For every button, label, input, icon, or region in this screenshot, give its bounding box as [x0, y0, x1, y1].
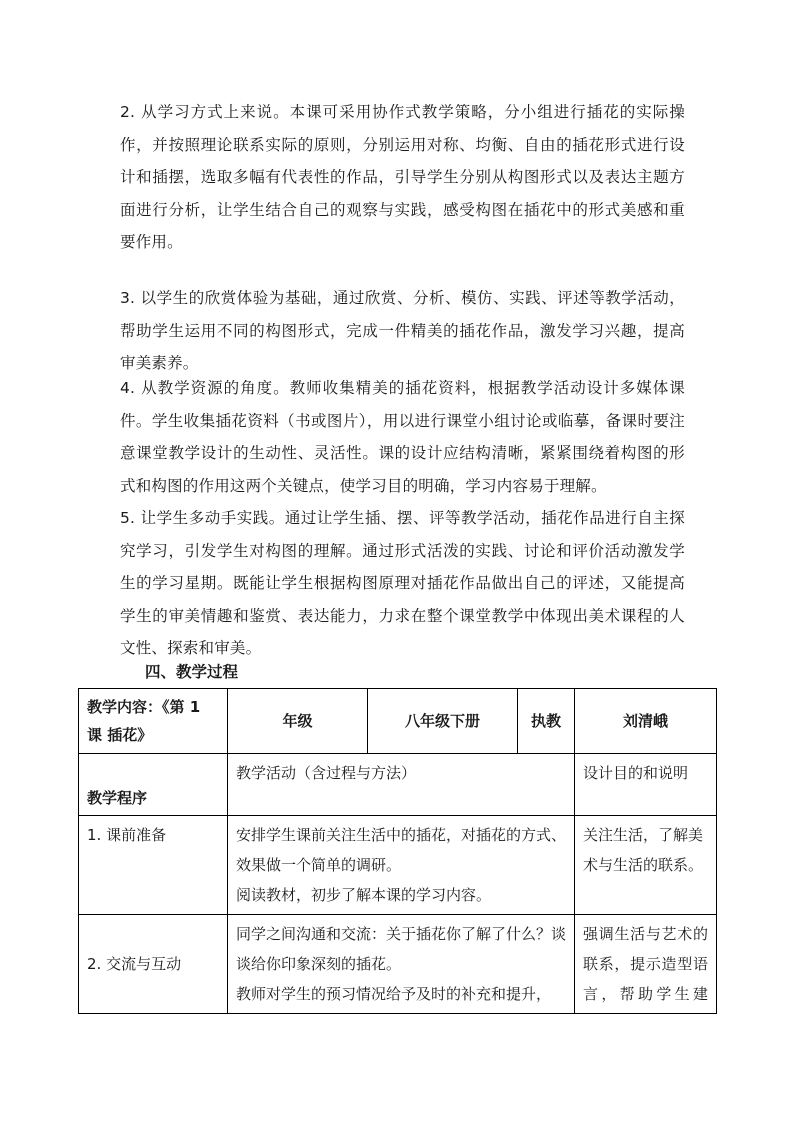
paragraph-5: 5. 让学生多动手实践。通过让学生插、摆、评等教学活动，插花作品进行自主探究学习，引发学生对构图的理解。通过形式活泼的实践、讨论和评价活动激发学生的学习星期。既能让学生根据构图原理对插花作品做出自己的评述，又能提高学生的审美情趣和鉴赏、表达能力，力求在整个课堂教学中体现出美术课程的人文性、探索和审美。 — [120, 509, 685, 657]
grade-value: 八年级下册 — [368, 689, 518, 754]
teacher-label: 执教 — [518, 689, 575, 754]
purpose-cell: 强调生活与艺术的联系，提示造型语言，帮助学生建 — [575, 915, 717, 1014]
activity-line: 阅读教材，初步了解本课的学习内容。 — [236, 886, 492, 904]
step-cell: 2. 交流与互动 — [79, 915, 228, 1014]
lesson-content-label: 教学内容：《第 1 课 插花》 — [79, 689, 228, 754]
activity-cell — [228, 915, 575, 1014]
step-cell: 1. 课前准备 — [79, 816, 228, 915]
grade-label: 年级 — [228, 689, 368, 754]
lesson-plan-table — [78, 688, 717, 1014]
section-heading: 四、教学过程 — [145, 663, 239, 681]
purpose-header: 设计目的和说明 — [575, 754, 717, 816]
table-header-row — [79, 689, 717, 754]
activity-line: 安排学生课前关注生活中的插花，对插花的方式、效果做一个简单的调研。 — [236, 826, 567, 874]
activity-line: 教师对学生的预习情况给予及时的补充和提升， — [236, 985, 552, 1003]
purpose-cell: 关注生活，了解美术与生活的联系。 — [575, 816, 717, 915]
activity-line: 同学之间沟通和交流：关于插花你了解了什么？谈谈给你印象深刻的插花。 — [236, 925, 567, 973]
paragraph-4: 4. 从教学资源的角度。教师收集精美的插花资料，根据教学活动设计多媒体课件。学生收集插花资料（书或图片），用以进行课堂小组讨论或临摹，备课时要注意课堂教学设计的生动性、灵活性。课的设计应结构清晰，紧紧围绕着构图的形式和构图的作用这两个关键点，使学习目的明确，学习内容易于理解。 — [120, 379, 685, 495]
paragraph-3: 3. 以学生的欣赏体验为基础，通过欣赏、分析、模仿、实践、评述等教学活动，帮助学生运用不同的构图形式，完成一件精美的插花作品，激发学习兴趣，提高审美素养。 — [120, 289, 685, 372]
paragraph-2: 2. 从学习方式上来说。本课可采用协作式教学策略，分小组进行插花的实际操作，并按照理论联系实际的原则，分别运用对称、均衡、自由的插花形式进行设计和插摆，选取多幅有代表性的作品，引导学生分别从构图形式以及表达主题方面进行分析，让学生结合自己的观察与实践，感受构图在插花中的形式美感和重要作用。 — [120, 103, 685, 251]
table-subheader-row — [79, 754, 717, 816]
teacher-value: 刘清峨 — [575, 689, 717, 754]
activity-cell — [228, 816, 575, 915]
activity-header: 教学活动（含过程与方法） — [228, 754, 575, 816]
table-row — [79, 816, 717, 915]
procedure-header: 教学程序 — [79, 754, 228, 816]
table-row — [79, 915, 717, 1014]
